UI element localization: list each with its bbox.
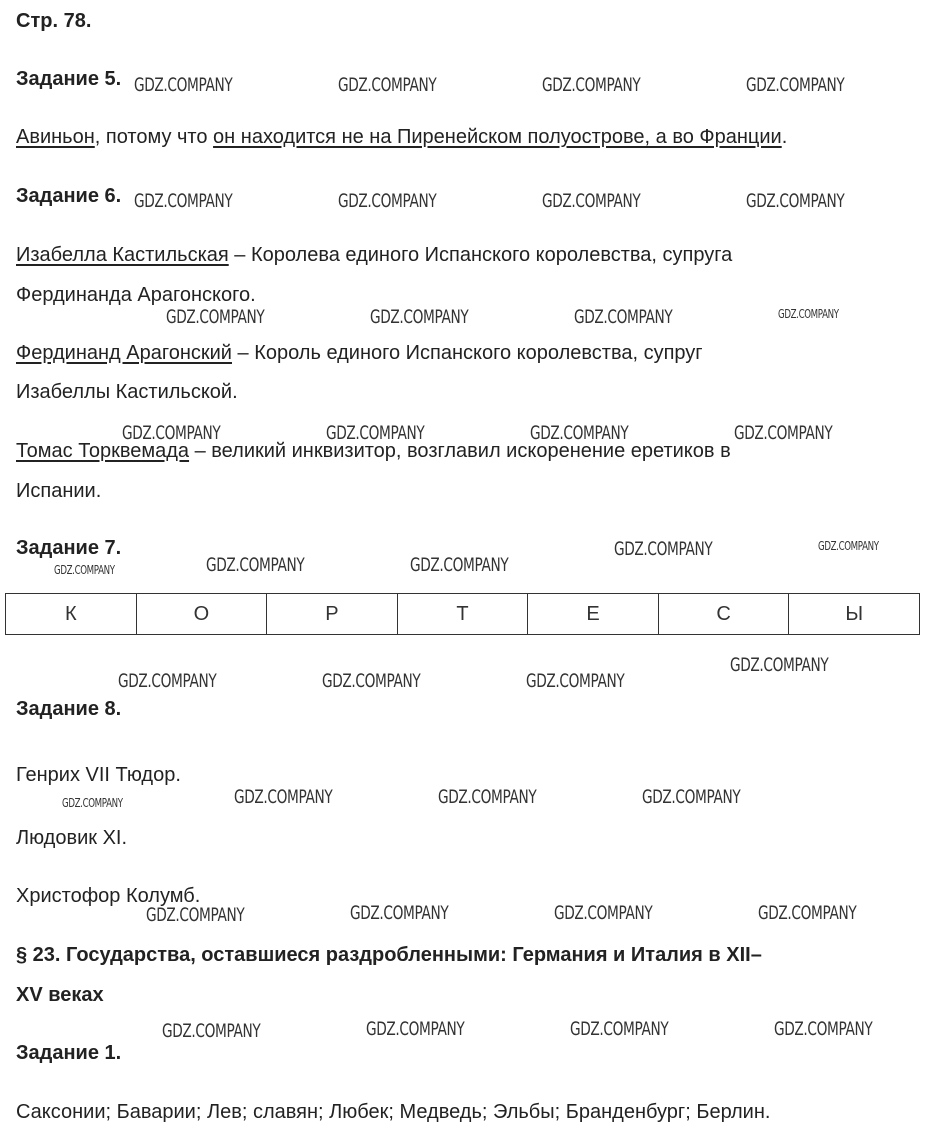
- watermark: GDZ.COMPANY: [730, 654, 829, 676]
- watermark: GDZ.COMPANY: [326, 422, 425, 444]
- watermark: GDZ.COMPANY: [338, 74, 437, 96]
- task-8-heading: Задание 8.: [16, 698, 122, 720]
- section-task-1-answer: Саксонии; Баварии; Лев; славян; Любек; Медведь; Эльбы; Бранденбург; Берлин.: [16, 1101, 771, 1123]
- watermark: GDZ.COMPANY: [530, 422, 629, 444]
- watermark: GDZ.COMPANY: [370, 306, 469, 328]
- task-6-entry-1-name: Изабелла Кастильская: [16, 244, 229, 266]
- watermark: GDZ.COMPANY: [366, 1018, 465, 1040]
- watermark: GDZ.COMPANY: [542, 74, 641, 96]
- watermark: GDZ.COMPANY: [234, 786, 333, 808]
- task-6-entry-2-line-1: [16, 341, 703, 365]
- grid-cell-1: К: [6, 594, 137, 635]
- watermark: GDZ.COMPANY: [758, 902, 857, 924]
- watermark: GDZ.COMPANY: [554, 902, 653, 924]
- grid-cell-6: С: [658, 594, 789, 635]
- task-6-entry-3-line-2: Испании.: [16, 480, 102, 502]
- watermark: GDZ.COMPANY: [410, 554, 509, 576]
- watermark: GDZ.COMPANY: [778, 307, 839, 321]
- task-6-entry-1-line-1: [16, 243, 732, 267]
- task-7-heading: Задание 7.: [16, 537, 122, 559]
- grid-cell-4: Т: [397, 594, 528, 635]
- watermark: GDZ.COMPANY: [746, 190, 845, 212]
- watermark: GDZ.COMPANY: [614, 538, 713, 560]
- task-6-entry-2-name: Фердинанд Арагонский: [16, 342, 232, 364]
- watermark: GDZ.COMPANY: [818, 539, 879, 553]
- task-5-connector: , потому что: [94, 126, 214, 148]
- watermark: GDZ.COMPANY: [542, 190, 641, 212]
- task-8-item-3: Христофор Колумб.: [16, 885, 201, 907]
- watermark: GDZ.COMPANY: [134, 74, 233, 96]
- watermark: GDZ.COMPANY: [734, 422, 833, 444]
- section-title-line-1: § 23. Государства, оставшиеся раздробленными: Германия и Италия в XII–: [16, 944, 762, 966]
- watermark: GDZ.COMPANY: [574, 306, 673, 328]
- task-6-entry-2-line-2: Изабеллы Кастильской.: [16, 381, 238, 403]
- grid-cell-7: Ы: [789, 594, 920, 635]
- task-5-heading: Задание 5.: [16, 68, 122, 90]
- watermark: GDZ.COMPANY: [62, 796, 123, 810]
- watermark: GDZ.COMPANY: [642, 786, 741, 808]
- watermark: GDZ.COMPANY: [122, 422, 221, 444]
- watermark: GDZ.COMPANY: [350, 902, 449, 924]
- grid-cell-2: О: [136, 594, 267, 635]
- watermark: GDZ.COMPANY: [162, 1020, 261, 1042]
- task-6-entry-1-desc: – Королева единого Испанского королевства, супруга: [228, 244, 733, 266]
- watermark: GDZ.COMPANY: [338, 190, 437, 212]
- grid-cell-5: Е: [528, 594, 659, 635]
- section-task-1-heading: Задание 1.: [16, 1042, 122, 1064]
- task-6-entry-1-line-2: Фердинанда Арагонского.: [16, 284, 256, 306]
- watermark: GDZ.COMPANY: [54, 563, 115, 577]
- watermark: GDZ.COMPANY: [146, 904, 245, 926]
- watermark: GDZ.COMPANY: [526, 670, 625, 692]
- watermark: GDZ.COMPANY: [206, 554, 305, 576]
- task-5-reason: он находится не на Пиренейском полуострове, а во Франции: [213, 126, 782, 148]
- task-6-heading: Задание 6.: [16, 185, 122, 207]
- watermark: GDZ.COMPANY: [438, 786, 537, 808]
- grid-cell-3: Р: [267, 594, 398, 635]
- task-5-end: .: [781, 126, 788, 148]
- watermark: GDZ.COMPANY: [322, 670, 421, 692]
- crossword-answer-grid: [5, 593, 920, 635]
- task-5-answer-word: Авиньон: [16, 126, 95, 148]
- watermark: GDZ.COMPANY: [570, 1018, 669, 1040]
- page-number: Стр. 78.: [16, 10, 92, 32]
- task-8-item-2: Людовик XI.: [16, 827, 128, 849]
- task-6-entry-3-name: Томас Торквемада: [16, 440, 190, 462]
- task-8-item-1: Генрих VII Тюдор.: [16, 764, 181, 786]
- task-5-answer: [16, 125, 787, 149]
- watermark: GDZ.COMPANY: [774, 1018, 873, 1040]
- task-6-entry-2-desc: – Король единого Испанского королевства, супруг: [231, 342, 703, 364]
- task-6-entry-3-desc: – великий инквизитор, возглавил искоренение еретиков в: [189, 440, 731, 462]
- watermark: GDZ.COMPANY: [134, 190, 233, 212]
- watermark: GDZ.COMPANY: [118, 670, 217, 692]
- watermark: GDZ.COMPANY: [746, 74, 845, 96]
- section-title-line-2: XV веках: [16, 984, 104, 1006]
- watermark: GDZ.COMPANY: [166, 306, 265, 328]
